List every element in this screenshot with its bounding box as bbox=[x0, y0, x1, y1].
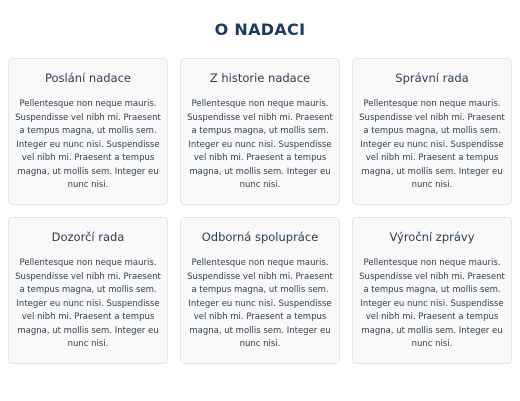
card-title: Z historie nadace bbox=[209, 71, 311, 85]
card-title: Dozorčí rada bbox=[51, 230, 125, 244]
card-text: Pellentesque non neque mauris. Suspendisse vel nibh mi. Praesent a tempus magna, ut mollis sem. Integer eu nunc nisi. Suspendisse vel nibh mi. Praesent a tempus magna, ut mollis sem. Integer eu nunc nisi. bbox=[187, 258, 333, 349]
card-title: Výroční zprávy bbox=[389, 230, 475, 244]
card-mission[interactable] bbox=[8, 58, 168, 205]
card-text: Pellentesque non neque mauris. Suspendisse vel nibh mi. Praesent a tempus magna, ut mollis sem. Integer eu nunc nisi. Suspendisse vel nibh mi. Praesent a tempus magna, ut mollis sem. Integer eu nunc nisi. bbox=[15, 258, 161, 349]
card-grid bbox=[8, 58, 512, 364]
card-expert-cooperation[interactable] bbox=[180, 217, 340, 364]
card-text: Pellentesque non neque mauris. Suspendisse vel nibh mi. Praesent a tempus magna, ut mollis sem. Integer eu nunc nisi. Suspendisse vel nibh mi. Praesent a tempus magna, ut mollis sem. Integer eu nunc nisi. bbox=[359, 99, 505, 190]
card-title: Poslání nadace bbox=[44, 71, 131, 85]
card-board-of-directors[interactable] bbox=[352, 58, 512, 205]
card-title: Odborná spolupráce bbox=[201, 230, 319, 244]
page-title: O NADACI bbox=[214, 20, 306, 39]
card-text: Pellentesque non neque mauris. Suspendisse vel nibh mi. Praesent a tempus magna, ut mollis sem. Integer eu nunc nisi. Suspendisse vel nibh mi. Praesent a tempus magna, ut mollis sem. Integer eu nunc nisi. bbox=[187, 99, 333, 190]
card-title: Správní rada bbox=[395, 71, 469, 85]
card-supervisory-board[interactable] bbox=[8, 217, 168, 364]
card-text: Pellentesque non neque mauris. Suspendisse vel nibh mi. Praesent a tempus magna, ut mollis sem. Integer eu nunc nisi. Suspendisse vel nibh mi. Praesent a tempus magna, ut mollis sem. Integer eu nunc nisi. bbox=[359, 258, 505, 349]
card-history[interactable] bbox=[180, 58, 340, 205]
card-annual-reports[interactable] bbox=[352, 217, 512, 364]
card-text: Pellentesque non neque mauris. Suspendisse vel nibh mi. Praesent a tempus magna, ut mollis sem. Integer eu nunc nisi. Suspendisse vel nibh mi. Praesent a tempus magna, ut mollis sem. Integer eu nunc nisi. bbox=[15, 99, 161, 190]
